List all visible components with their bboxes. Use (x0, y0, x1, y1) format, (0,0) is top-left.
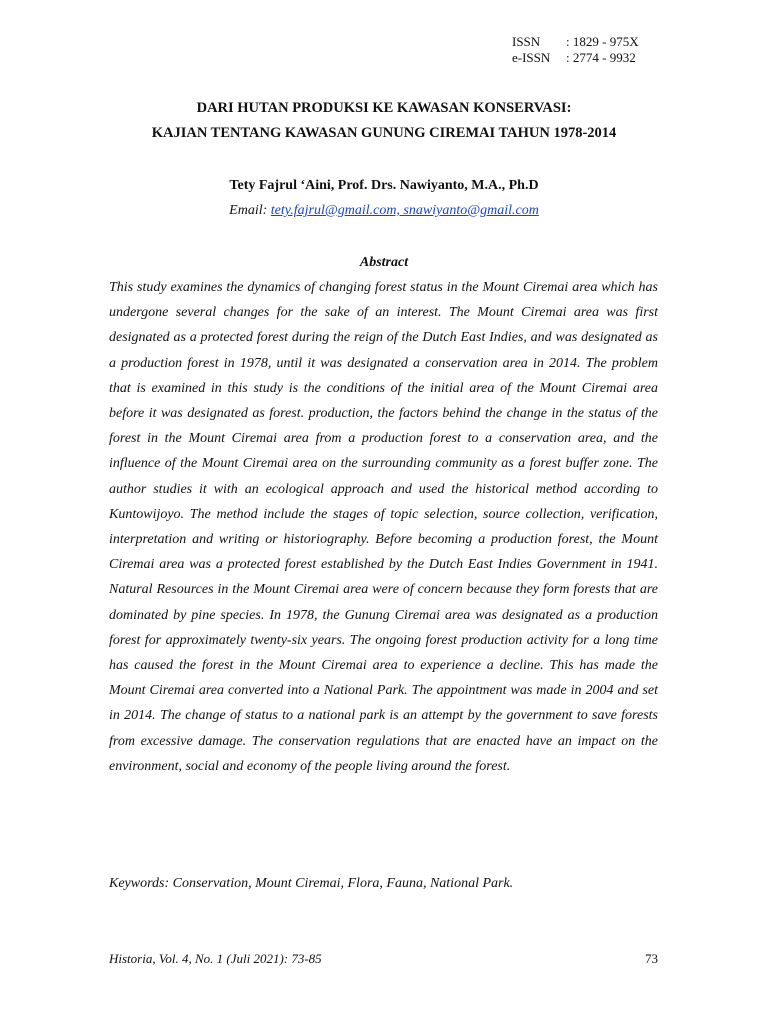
issn-block (512, 34, 639, 66)
issn-value: : 1829 - 975X (566, 34, 639, 49)
eissn-label: e-ISSN (512, 50, 551, 65)
keywords-line: Keywords: Conservation, Mount Ciremai, Flora, Fauna, National Park. (109, 876, 514, 891)
eissn-value: : 2774 - 9932 (566, 50, 636, 65)
journal-citation: Historia, Vol. 4, No. 1 (Juli 2021): 73-85 (109, 951, 322, 966)
author-list: Tety Fajrul ‘Aini, Prof. Drs. Nawiyanto, M.A., Ph.D (229, 178, 539, 193)
eissn-row (512, 50, 639, 66)
email-line (100, 201, 668, 221)
issn-label: ISSN (512, 34, 541, 49)
abstract-body: This study examines the dynamics of changing forest status in the Mount Ciremai area which has undergone several changes for the sake of an interest. The Mount Ciremai area was first designated as a protected forest during the reign of the Dutch East Indies, and was designated as a production forest in 1978, until it was designated a conservation area in 2014. The problem that is examined in this study is the conditions of the initial area of the Mount Ciremai area before it was designated as forest. production, the factors behind the change in the status of the forest in the Mount Ciremai area from a production forest to a conservation area, and the influence of the Mount Ciremai area on the surrounding community as a forest buffer zone. The author studies it with an ecological approach and used the historical method according to Kuntowijoyo. The method include the stages of topic selection, source collection, verification, interpretation and writing or historiography. Before becoming a production forest, the Mount Ciremai area was a protected forest established by the Dutch East Indies Government in 1941. Natural Resources in the Mount Ciremai area were of concern because they form forests that are dominated by pine species. In 1978, the Gunung Ciremai area was designated as a production forest for approximately twenty-six years. The ongoing forest production activity for a long time has caused the forest in the Mount Ciremai area to experience a decline. This has made the Mount Ciremai area converted into a National Park. The appointment was made in 2004 and set in 2014. The change of status to a national park is an attempt by the government to save forests from excessive damage. The conservation regulations that are enacted have an impact on the environment, social and economy of the people living around the forest. (109, 280, 658, 774)
abstract-heading: Abstract (359, 255, 409, 270)
title-line-2: KAJIAN TENTANG KAWASAN GUNUNG CIREMAI TAHUN 1978-2014 (151, 125, 617, 141)
email-label: Email: (229, 203, 271, 218)
email-links[interactable]: tety.fajrul@gmail.com, snawiyanto@gmail.com (270, 203, 539, 218)
issn-row (512, 34, 639, 50)
page-number: 73 (645, 951, 658, 966)
paper-title (100, 96, 668, 146)
title-line-1: DARI HUTAN PRODUKSI KE KAWASAN KONSERVASI: (196, 100, 572, 116)
